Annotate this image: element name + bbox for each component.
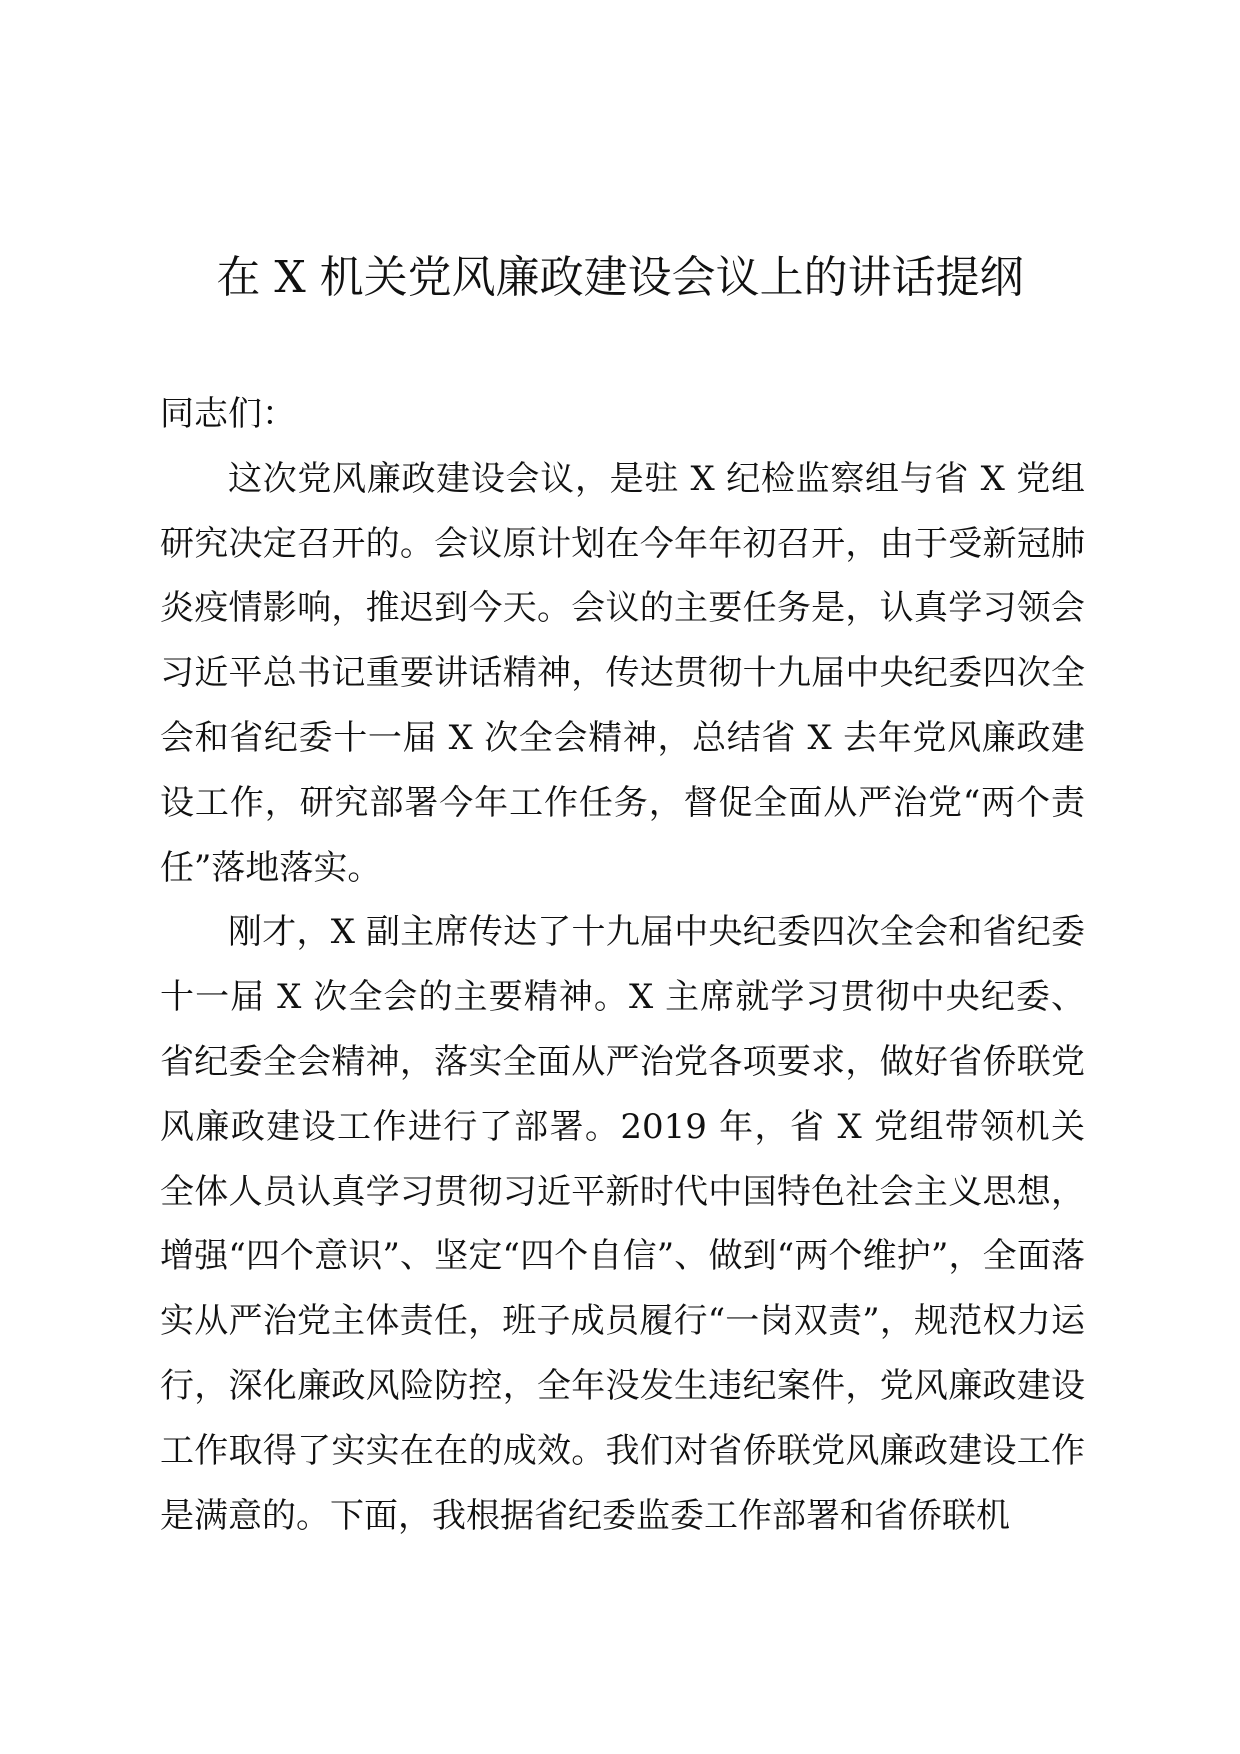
document-body: [160, 382, 1085, 1548]
paragraph-1: 这次党风廉政建设会议，是驻 X 纪检监察组与省 X 党组研究决定召开的。会议原计划在今年年初召开，由于受新冠肺炎疫情影响，推迟到今天。会议的主要任务是，认真学习领会习近平总书记重要讲话精神，传达贯彻十九届中央纪委四次全会和省纪委十一届 X 次全会精神，总结省 X 去年党风廉政建设工作，研究部署今年工作任务，督促全面从严治党“两个责任”落地落实。: [160, 458, 1085, 888]
paragraph-2: 刚才，X 副主席传达了十九届中央纪委四次全会和省纪委十一届 X 次全会的主要精神。X 主席就学习贯彻中央纪委、省纪委全会精神，落实全面从严治党各项要求，做好省侨联党风廉政建设工作进行了部署。2019 年，省 X 党组带领机关全体人员认真学习贯彻习近平新时代中国特色社会主义思想，增强“四个意识”、坚定“四个自信”、做到“两个维护”，全面落实从严治党主体责任，班子成员履行“一岗双责”，规范权力运行，深化廉政风险防控，全年没发生违纪案件，党风廉政建设工作取得了实实在在的成效。我们对省侨联党风廉政建设工作是满意的。下面，我根据省纪委监委工作部署和省侨联机: [160, 912, 1085, 1536]
document-title: 在 X 机关党风廉政建设会议上的讲话提纲: [216, 252, 1024, 303]
salutation: 同志们：: [160, 394, 296, 434]
